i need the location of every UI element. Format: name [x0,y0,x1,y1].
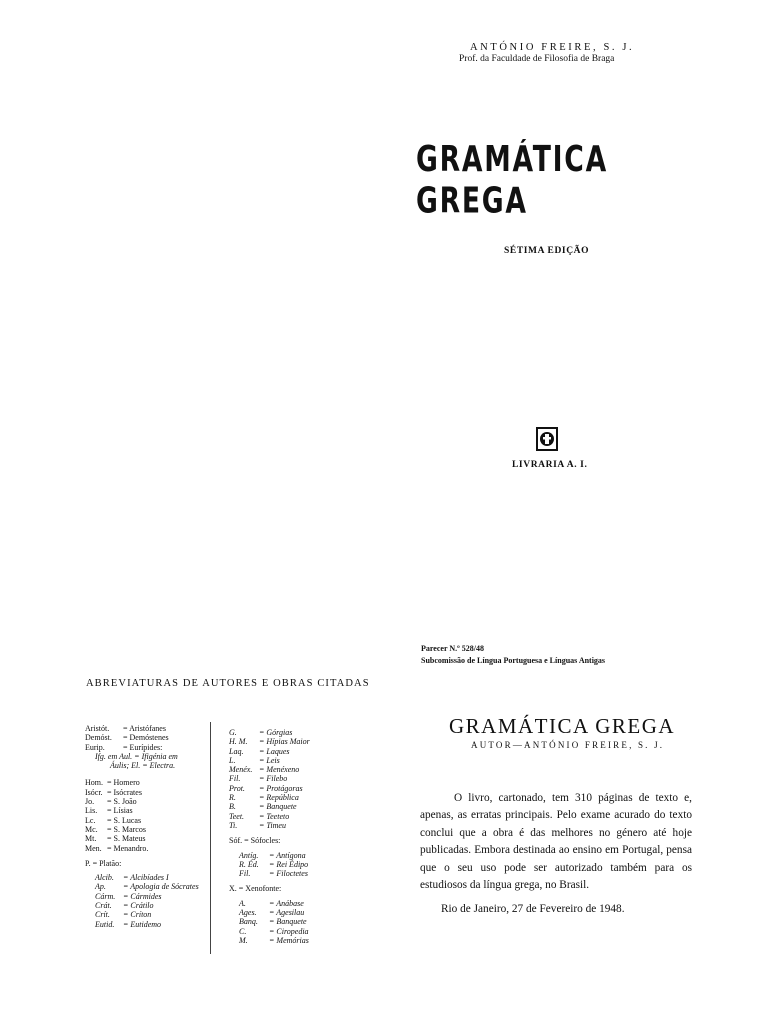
approval-number: Parecer N.º 528/48 [421,644,484,653]
abbreviations-column-1 [85,724,199,929]
abbreviation-short: M. [239,935,248,945]
abbreviation-row [85,778,199,787]
abbreviation-full: = S. Marcos [107,824,146,834]
abbreviation-full: = S. João [107,797,137,807]
abbreviation-short: L. [229,755,236,765]
abbreviation-short: Men. [85,843,102,853]
plato-works-list-cont [229,728,310,830]
xenophon-heading: X. = Xenofonte: [229,884,282,894]
abbreviation-row [239,851,310,860]
abbreviation-row [229,756,310,765]
abbreviation-short: R. [229,793,236,803]
abbreviation-full: = Eurípides: [123,742,163,752]
abbreviation-full: = Rei Édipo [269,859,309,869]
abbreviation-row [229,747,310,756]
abbreviation-short: Fil. [229,774,241,784]
abbreviation-short: Crát. [95,901,112,911]
abbreviation-short: Antíg. [239,850,259,860]
abbreviation-full: = Lísias [107,806,133,816]
abbreviation-full: = Protágoras [259,783,303,793]
abbreviation-short: Prot. [229,783,245,793]
abbreviation-short: B. [229,802,236,812]
abbreviation-full: = Apologia de Sócrates [123,882,199,892]
abbreviation-short: A. [239,898,246,908]
review-text [420,790,692,919]
book-title: GRAMÁTICA GREGA [416,139,608,222]
author-list-2 [85,778,199,852]
abbreviation-short: G. [229,728,237,737]
abbreviation-row [85,825,199,834]
abbreviation-full: = Memórias [269,935,309,945]
abbreviation-short: Ap. [95,882,106,892]
abbreviation-row [95,910,199,919]
author-name: ANTÓNIO FREIRE, S. J. [470,42,635,53]
abbreviation-short: Banq. [239,917,258,927]
column-divider [210,722,211,954]
abbreviation-row [229,765,310,774]
abbreviation-short: Menéx. [229,765,253,775]
abbreviation-row [95,920,199,929]
abbreviation-full: = Filoctetes [269,869,308,879]
abbreviation-row [229,728,310,737]
abbreviation-full: = Homero [107,778,140,788]
abbreviation-short: Lc. [85,815,96,825]
abbreviation-short: Demóst. [85,733,112,743]
abbreviation-short: H. M. [229,737,248,747]
sophocles-works-list [229,851,310,879]
abbreviation-full: = Leis [259,755,280,765]
plato-works-list [85,873,199,929]
sophocles-heading: Sóf. = Sófocles: [229,836,281,846]
abbreviation-short: Fil. [239,869,251,879]
abbreviation-row [95,882,199,891]
abbreviation-row [85,797,199,806]
abbreviation-full: = Filebo [259,774,288,784]
abbreviation-row [229,784,310,793]
abbreviation-row [85,806,199,815]
abbreviation-full: = Cármides [123,891,162,901]
abbreviation-full: = Banquete [259,802,297,812]
abbreviation-full: = Anábase [269,898,304,908]
abbreviation-row [95,873,199,882]
abbreviation-full: = Laques [259,746,290,756]
abbreviation-short: Isócr. [85,787,103,797]
abbreviation-row [229,812,310,821]
abbreviation-short: Laq. [229,746,244,756]
abbreviation-short: Eurip. [85,742,105,752]
abbreviation-full: = Críton [123,910,152,920]
abbreviation-short: Ages. [239,908,257,918]
abbreviation-full: = Crátilo [123,901,154,911]
abbreviation-row [229,821,310,830]
abbreviation-row [239,869,310,878]
abbreviation-short: Cárm. [95,891,116,901]
abbreviation-full: = República [259,793,299,803]
abbreviation-row [239,908,310,917]
xenophon-works-list [229,899,310,945]
abbreviation-row [229,802,310,811]
abbreviation-row [239,936,310,945]
abbreviation-short: Jo. [85,797,95,807]
abbreviation-row [229,774,310,783]
author-list-1 [85,724,199,752]
abbreviation-full: = Aristófanes [123,724,166,733]
abbreviation-short: Ti. [229,820,238,830]
review-author: AUTOR—ANTÓNIO FREIRE, S. J. [471,740,665,750]
author-affiliation: Prof. da Faculdade de Filosofia de Braga [459,54,615,64]
abbreviation-full: = Hípias Maior [259,737,310,747]
publisher-name: LIVRARIA A. I. [512,460,588,470]
abbreviation-short: Lis. [85,806,98,816]
euripides-works-line-1: Ifg. em Aul. = Ifigénia em [95,751,178,761]
abbreviation-row [85,788,199,797]
abbreviation-row [229,793,310,802]
abbreviation-row [95,901,199,910]
abbreviation-row [239,860,310,869]
plato-heading: P. = Platão: [85,858,122,868]
abbreviation-row [85,844,199,853]
abbreviation-full: = Demóstenes [123,733,169,743]
abbreviation-full: = S. Mateus [107,834,146,844]
abbreviation-full: = Ciropedia [269,926,309,936]
abbreviation-row [239,899,310,908]
abbreviation-short: R. Éd. [239,859,259,869]
abbreviation-short: Eutid. [95,919,115,929]
abbreviation-row [239,917,310,926]
review-place-date: Rio de Janeiro, 27 de Fevereiro de 1948. [441,903,625,916]
abbreviation-full: = Agesilau [269,908,305,918]
abbreviation-full: = Eutidemo [123,919,162,929]
euripides-works-line-2: Áulis; El. = Electra. [110,761,176,771]
abbreviation-full: = Timeu [259,820,286,830]
abbreviation-full: = Menéxeno [259,765,300,775]
abbreviation-row [95,892,199,901]
abbreviation-row [85,816,199,825]
abbreviation-full: = Teeteto [259,811,290,821]
abbreviation-full: = Menandro. [107,843,149,853]
abbreviation-full: = Antígona [269,850,306,860]
abbreviation-row [229,737,310,746]
abbreviations-column-2 [229,728,310,945]
abbreviation-full: = S. Lucas [107,815,142,825]
abbreviation-row [85,733,199,742]
abbreviation-short: Hom. [85,778,103,788]
edition-label: SÉTIMA EDIÇÃO [504,246,590,256]
abbreviation-short: Teet. [229,811,245,821]
abbreviation-short: Aristót. [85,724,110,733]
abbreviation-full: = Alcibíades I [123,873,169,883]
publisher-logo-icon [536,427,558,451]
abbreviation-short: Crít. [95,910,110,920]
abbreviation-short: C. [239,926,247,936]
abbreviation-row [85,743,199,752]
abbreviations-heading: ABREVIATURAS DE AUTORES E OBRAS CITADAS [86,678,370,689]
review-title: GRAMÁTICA GREGA [449,714,676,738]
review-body: O livro, cartonado, tem 310 páginas de texto e, apenas, as erratas principais. Pelo exame acurado do texto conclui que a obra é das melhores no género até hoje publicadas. Embora destinada ao ensino em Portugal, pensa que o seu uso pode ser autorizado também para os estudiosos da língua grega, no Brasil. [420,792,692,892]
approval-block [421,643,605,667]
abbreviation-row [85,834,199,843]
abbreviation-short: Mt. [85,834,97,844]
abbreviation-short: Alcib. [95,873,114,883]
approval-commission: Subcomissão de Língua Portuguesa e Línguas Antigas [421,656,606,665]
abbreviation-short: Mc. [85,824,98,834]
abbreviation-row [85,724,199,733]
abbreviation-full: = Banquete [269,917,307,927]
abbreviation-full: = Isócrates [107,787,142,797]
abbreviation-row [239,927,310,936]
abbreviation-full: = Górgias [259,728,293,737]
